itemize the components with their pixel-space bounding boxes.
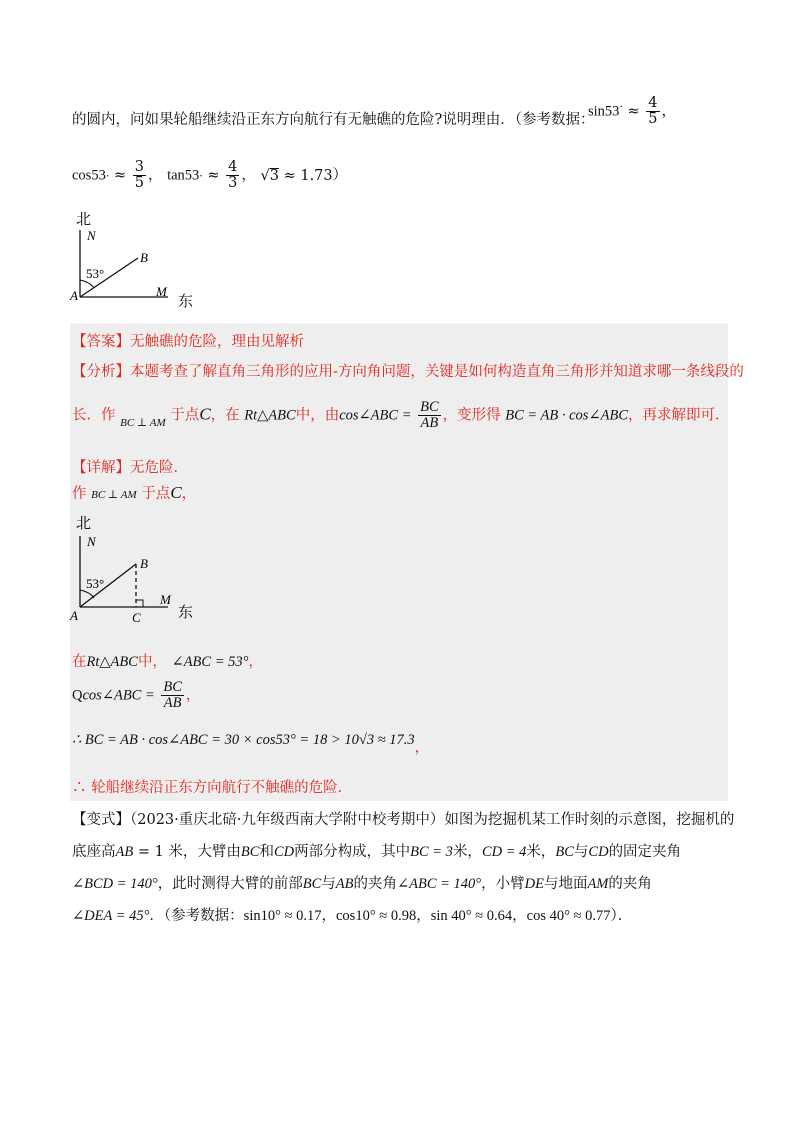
sin-reference: sin53· ≈ $\frac{4}{5}$ ，	[588, 95, 677, 128]
point-a-label: A	[70, 288, 78, 300]
cos-expression: cos∠ABC =	[339, 407, 412, 424]
east-label: 东	[178, 292, 194, 310]
point-b-label-2: B	[140, 556, 148, 571]
answer-line	[72, 330, 304, 351]
analysis-tag: 【分析】	[72, 364, 130, 380]
angle-abc-expr: ∠ABC = 53°	[171, 654, 249, 670]
analysis-text-1: 本题考查了解直角三角形的应用-方向角问题，关键是如何构造直角三角形并知道求哪一条线段的	[130, 364, 744, 380]
detail-rt-expr: Rt△ABC	[86, 654, 138, 670]
point-m-label: M	[156, 284, 167, 299]
detail-fraction-bc-ab: $\frac{BC}{AB}$	[163, 679, 182, 712]
variant-line-4: ∠DEA = 45°．（参考数据：sin10° ≈ 0.17，cos10° ≈ 0.98，sin 40° ≈ 0.64，cos 40° ≈ 0.77）．	[72, 908, 633, 924]
because-symbol: Q	[72, 687, 83, 704]
therefore-expression: ∴ BC = AB · cos∠ABC = 30 × cos53° = 18 > 10√3 ≈ 17.3	[72, 732, 415, 748]
fraction-4-5: $\frac{4}{5}$	[648, 95, 658, 128]
detail-conclusion: ∴ 轮船继续沿正东方向航行不触礁的危险．	[72, 780, 353, 796]
figure-1-direction-diagram	[68, 210, 208, 300]
north-label-2: 北	[76, 516, 92, 532]
detail-text: 无危险．	[130, 460, 188, 476]
problem-line-1	[72, 108, 595, 129]
analysis-line-1	[72, 360, 744, 381]
point-n-label-2: N	[87, 534, 96, 549]
point-b-label: B	[140, 250, 148, 265]
point-m-label-2: M	[160, 592, 171, 607]
sqrt-reference: √3 ≈ 1.73	[260, 167, 333, 184]
point-n-label: N	[87, 228, 96, 243]
problem-text: 的圆内，问如果轮船继续沿正东方向航行有无触礁的危险?说明理由．（参考数据：	[72, 112, 595, 128]
perp-expression: BC ⊥ AM	[120, 416, 166, 429]
detail-step-3: ∴ BC = AB · cos∠ABC = 30 × cos53° = 18 > 10√3 ≈ 17.3，	[72, 732, 430, 756]
east-label-2: 东	[178, 603, 194, 621]
variant-tag: 【变式】	[72, 812, 130, 828]
point-a-label-2: A	[70, 608, 78, 622]
rt-triangle-expr: Rt△ABC	[244, 407, 296, 424]
fraction-4-3: $\frac{4}{3}$	[228, 159, 238, 192]
variant-line-1: 【变式】（2023·重庆北碚·九年级西南大学附中校考期中）如图为挖掘机某工作时刻的示意图，挖掘机的	[72, 812, 735, 828]
answer-text: 无触礁的危险，理由见解析	[130, 334, 304, 350]
detail-step-2: Qcos∠ABC = $\frac{BC}{AB}$ ，	[72, 679, 201, 712]
detail-line-1	[72, 456, 188, 477]
angle-label-2: 53°	[86, 576, 105, 591]
point-c-label-2: C	[132, 610, 141, 622]
fraction-bc-ab: $\frac{BC}{AB}$	[420, 399, 439, 432]
analysis-line-2: 长．作 $_{BC \perp AM}$ 于点C，在 Rt△ABC中，由cos∠ABC = $\frac{BC}{AB}$ ，变形得 BC = AB · cos∠ABC，再求解即可．	[72, 399, 730, 432]
detail-cos-expr: cos∠ABC =	[82, 687, 155, 704]
variant-line-3: ∠BCD = 140°，此时测得大臂的前部BC与AB的夹角∠ABC = 140°，小臂DE与地面AM的夹角	[72, 876, 652, 892]
detail-tag: 【详解】	[72, 460, 130, 476]
detail-step-1: 在Rt△ABC中， ∠ABC = 53°，	[72, 654, 263, 670]
detail-line-2: 作 BC ⊥ AM 于点C，	[72, 483, 197, 502]
answer-tag: 【答案】	[72, 334, 130, 350]
angle-label: 53°	[86, 266, 105, 281]
north-label: 北	[76, 212, 92, 228]
transform-expression: BC = AB · cos∠ABC	[505, 407, 628, 424]
variant-line-2: 底座高AB = 1 米，大臂由BC和CD两部分构成，其中BC = 3米，CD = 4米，BC与CD的固定夹角	[72, 844, 682, 860]
reference-line-2: cos53· ≈ $\frac{3}{5}$ ， tan53· ≈ $\frac{4}{3}$ ， √3 ≈ 1.73）	[72, 159, 348, 192]
fraction-3-5: $\frac{3}{5}$	[134, 159, 144, 192]
detail-perp-expression: BC ⊥ AM	[91, 489, 137, 501]
